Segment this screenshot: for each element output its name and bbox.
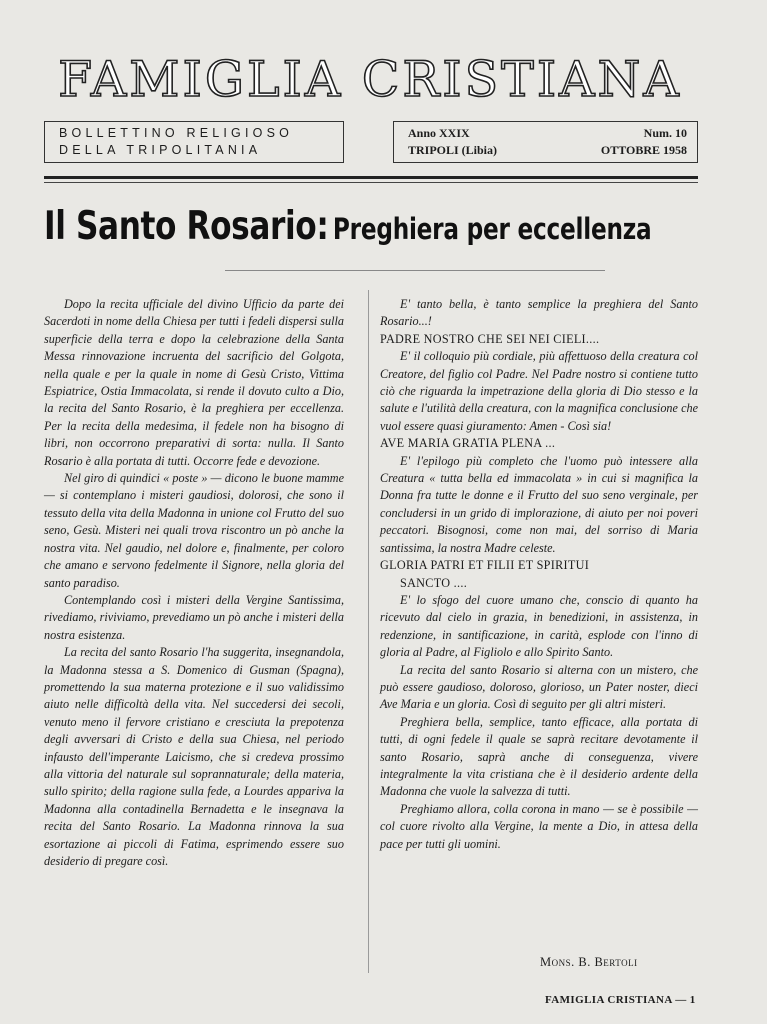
- prayer-heading: GLORIA PATRI ET FILII ET SPIRITUI: [380, 558, 590, 573]
- prayer-heading-cont: SANCTO ....: [400, 575, 468, 590]
- paragraph: E' lo sfogo del cuore umano che, conscio di quanto ha ricevuto dal cielo in grazia, in benedizioni, in assistenza, in redenzione, in santificazione, in carità, esplode con l'inno di gloria al Padre, al Figliolo e allo Spirito Santo.: [380, 592, 698, 660]
- masthead-title: FAMIGLIA CRISTIANA: [58, 51, 682, 108]
- paragraph: E' tanto bella, è tanto semplice la preghiera del Santo Rosario...!: [380, 297, 698, 329]
- issue-date: OTTOBRE 1958: [600, 143, 687, 157]
- article-headline: [44, 204, 652, 249]
- subtitle-line-1: BOLLETTINO RELIGIOSO: [59, 126, 294, 140]
- article-column-left: [44, 296, 344, 870]
- article-column-right: [380, 296, 698, 853]
- issue-number: Num. 10: [643, 126, 687, 140]
- column-divider: [368, 290, 369, 973]
- subtitle-box: [44, 121, 344, 163]
- paragraph: Preghiera bella, semplice, tanto efficace, alla portata di tutti, di ogni fedele il quale se saprà recitare devotamente il santo Rosario, saprà anche di conseguenza, vivere integralmente la vita cristiana che è il desiderio ardente della Madonna che vuole la salvezza di tutti.: [380, 714, 698, 799]
- paragraph: Dopo la recita ufficiale del divino Ufficio da parte dei Sacerdoti in nome della Chiesa per tutti i fedeli dispersi sulla superficie della terra e dopo la celebrazione della Santa Messa rinnovazione incruenta del sacrificio del Golgota, nella quale e per la quale in nome di Gesù Cristo, Vittima Espiatrice, Ostia Immacolata, si rende il dovuto culto a Dio, la recita del Santo Rosario, è la preghiera per eccellenza. Per la recita della medesima, il fedele non ha bisogno di libri, non occorrono preparativi di sorta: nulla. Il Santo Rosario è alla portata di tutti. Occorre fede e devozione.: [44, 297, 344, 468]
- issue-year: Anno XXIX: [408, 126, 470, 140]
- headline-main: Il Santo Rosario:: [44, 204, 329, 249]
- masthead-rule-thick: [44, 176, 698, 179]
- prayer-heading: PADRE NOSTRO CHE SEI NEI CIELI....: [380, 331, 600, 346]
- paragraph: La recita del santo Rosario si alterna con un mistero, che può essere gaudioso, doloroso, glorioso, un Pater noster, dieci Ave Maria e un gloria. Così di seguito per gli altri misteri.: [380, 662, 698, 712]
- paragraph: E' l'epilogo più completo che l'uomo può intessere alla Creatura « tutta bella ed immacolata » in cui si magnifica la Donna fra tutte le donne e il Frutto del suo seno verginale, per concludersi in un grido di implorazione, di aiuto per noi poveri peccatori. Bisognosi, come non mai, del sorriso di Maria santissima, la nostra Madre celeste.: [380, 453, 698, 555]
- issue-place: TRIPOLI (Libia): [408, 143, 498, 157]
- masthead-rule-thin: [44, 182, 698, 183]
- page-footer: FAMIGLIA CRISTIANA — 1: [545, 994, 696, 1006]
- subtitle-line-2: DELLA TRIPOLITANIA: [59, 143, 262, 157]
- paragraph: Preghiamo allora, colla corona in mano — se è possibile — col cuore rivolto alla Vergine, la mente a Dio, in attesa della pace per tutti gli uomini.: [380, 801, 698, 851]
- paragraph: E' il colloquio più cordiale, più affettuoso della creatura col Creatore, del figlio col Padre. Nel Padre nostro si contiene tutto ciò che riguarda la impetrazione della gloria di Dio stesso e la salute e l'utilità della creatura, con la magnifica conclusione che vuol essere quasi giuramento: Amen - Così sia!: [380, 349, 698, 433]
- author-signature: Mons. B. Bertoli: [540, 955, 638, 969]
- issue-info-box: [393, 121, 698, 163]
- headline-rule: [225, 270, 605, 271]
- paragraph: La recita del santo Rosario l'ha suggerita, insegnandola, la Madonna stessa a S. Domenico di Gusman (Spagna), promettendo la sua materna protezione e il suo validissimo aiuto nelle difficoltà della vita. Nel succedersi dei secoli, venuto meno il fervore cristiano e cresciuta la prepotenza degli avversari di Cristo e della sua Chiesa, nel periodo infausto dell'imperante Laicismo, che si credeva prossimo alla vittoria del naturale sul soprannaturale; della materia, sullo spirito; della ragione sulla fede, a Lourdes appariva la Madonna alla contadinella Bernadetta e le insegnava la recita del Santo Rosario. La Madonna rinnova la sua esortazione ai piccoli di Fatima, esprimendo essere suo desiderio di pregare così.: [44, 645, 344, 868]
- paragraph: Contemplando così i misteri della Vergine Santissima, rivediamo, riviviamo, prevediamo un pò anche i misteri della nostra esistenza.: [44, 592, 344, 642]
- prayer-heading: AVE MARIA GRATIA PLENA ...: [380, 436, 556, 451]
- paragraph: Nel giro di quindici « poste » — dicono le buone mamme — si contemplano i misteri gaudiosi, dolorosi, che sono il tessuto della vita della Madonna in unione col Frutto del suo seno, Gesù. Misteri nei quali trova riscontro un pò anche la nostra vita. Nel gaudio, nel dolore e, finalmente, per coloro che amano e servono fedelmente il Signore, nella gloria del santo paradiso.: [44, 471, 344, 590]
- headline-sub: Preghiera per eccellenza: [332, 212, 652, 246]
